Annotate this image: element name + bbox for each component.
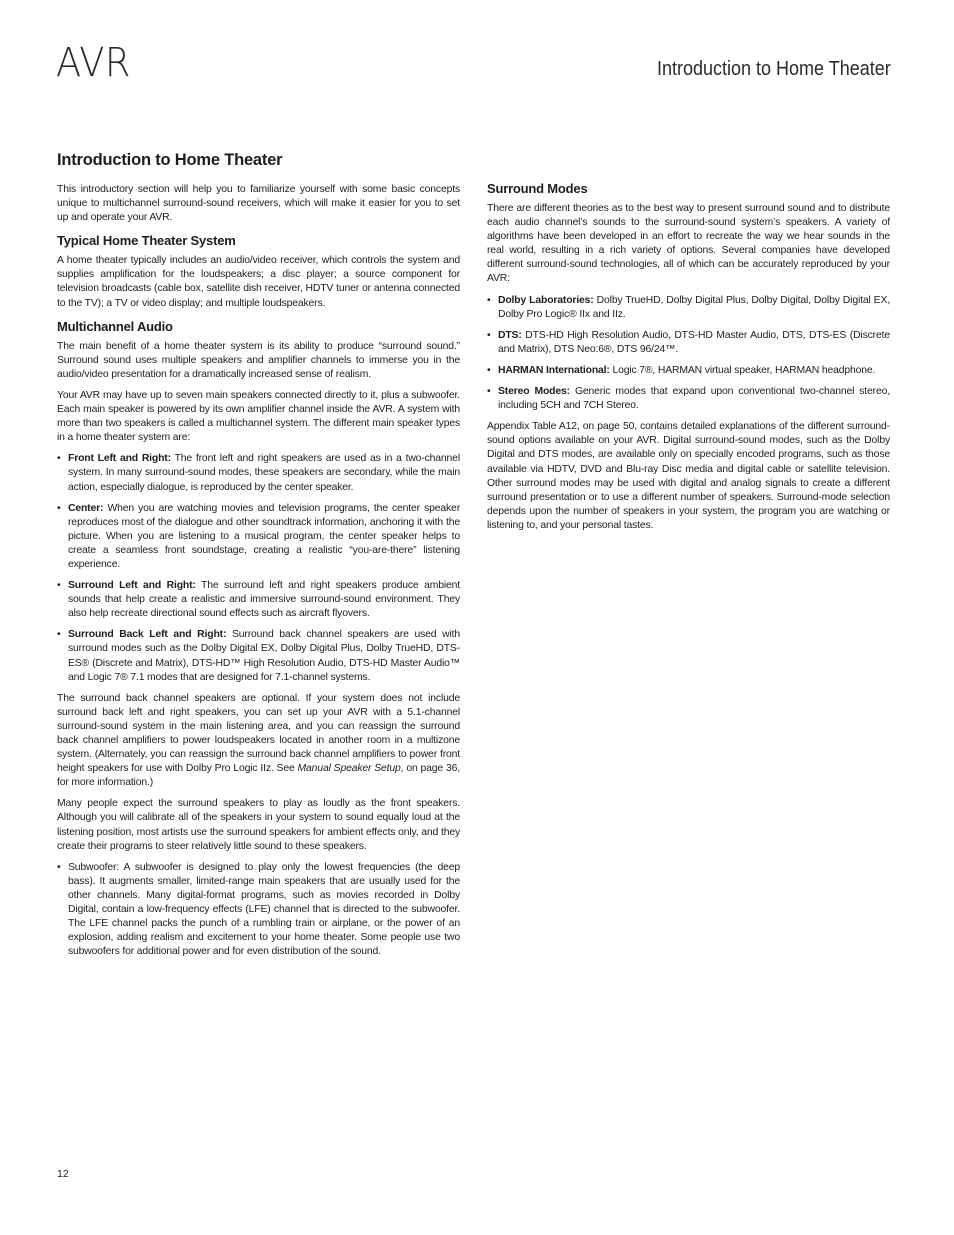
list-item-term: Dolby Laboratories: xyxy=(498,294,594,306)
list-item-text: Logic 7®, HARMAN virtual speaker, HARMAN headphone. xyxy=(609,364,876,376)
page-number: 12 xyxy=(57,1168,69,1180)
surround-back-text-end: , on page 36, for more information.) xyxy=(57,763,460,789)
list-item-text: Surround back channel speakers are used with surround modes such as the Dolby Digital EX, Dolby Digital Plus, Dolby TrueHD, DTS-ES® (Discrete and Matrix), DTS-HD™ High Resolution Audio, DTS-HD Master Audio™ and Logic 7® 7.1 modes that are designed for 7.1-channel systems. xyxy=(68,629,460,683)
list-item: • Subwoofer: A subwoofer is designed to play only the lowest frequencies (the deep bass). It augments smaller, limited-range main speakers that are usually used for the other channels. Many digital-format programs, such as movies recorded in Dolby Digital, contain a low-frequency effects (LFE) channel that is directed to the subwoofer. The LFE channel packs the punch of a rumbling train or airplane, or the power of an explosion, adding realism and excitement to your home theater. Some people use two subwoofers for additional power and for even distribution of the sound. xyxy=(57,861,460,960)
list-item-text: Generic modes that expand upon conventional two-channel stereo, including 5CH and 7CH Stereo. xyxy=(498,386,890,412)
heading-multichannel-audio: Multichannel Audio xyxy=(57,318,173,334)
list-item xyxy=(57,452,460,494)
subwoofer-list xyxy=(57,861,460,960)
list-item-text: DTS-HD High Resolution Audio, DTS-HD Master Audio, DTS, DTS-ES (Discrete and Matrix), DTS Neo:6®, DTS 96/24™. xyxy=(498,329,890,355)
speaker-types-list xyxy=(57,452,460,684)
avr-logo: AVR xyxy=(56,40,131,86)
list-item-term: Surround Back Left and Right: xyxy=(68,629,227,641)
list-item xyxy=(487,385,890,413)
list-item-term: Front Left and Right: xyxy=(68,453,171,465)
surround-back-paragraph xyxy=(57,692,460,791)
multichannel-paragraph-2: Your AVR may have up to seven main speakers connected directly to it, plus a subwoofer. Each main speaker is powered by its own amplifier channel inside the AVR. A system with more than two speakers is called a multichannel system. The different main speaker types in a home theater system are: xyxy=(57,389,460,444)
list-item-term: Center: xyxy=(68,502,104,514)
list-item xyxy=(57,579,460,621)
surround-expectation-paragraph: Many people expect the surround speakers to play as loudly as the front speakers. Although you will calibrate all of the speakers in your system to sound equally loud at the listening position, most artists use the surround speakers for ambient effects only, and they create their programs to steer relatively little sound to these speakers. xyxy=(57,798,460,852)
list-item-term: HARMAN International: xyxy=(498,364,610,376)
heading-surround-modes: Surround Modes xyxy=(487,181,588,196)
list-item xyxy=(487,294,890,322)
multichannel-paragraph-1: The main benefit of a home theater system is its ability to produce “surround sound.” Surround sound uses multiple speakers and amplifier channels to immerse you in the audio/video presentation for a dramatically increased sense of realism. xyxy=(57,340,460,380)
list-item-term: Surround Left and Right: xyxy=(68,580,196,592)
intro-paragraph: This introductory section will help you to familiarize yourself with some basic concepts unique to multichannel surround-sound receivers, which will make it easier for you to set up and operate your AVR. xyxy=(57,184,460,224)
heading-typical-system: Typical Home Theater System xyxy=(57,233,236,249)
appendix-paragraph: Appendix Table A12, on page 50, contains detailed explanations of the different surround-sound options available on your AVR. Digital surround-sound modes, such as the Dolby Digital and DTS modes, are available only on specially encoded programs, such as those available via HDTV, DVD and Blu-ray Disc media and digital cable or satellite television. Other surround modes may be used with digital and analog signals to create a different surround presentation or to use a different number of speakers. Surround-mode selection depends upon the number of speakers in your system, the program you are watching or listening to, and your personal tastes. xyxy=(487,421,890,531)
surround-modes-paragraph: There are different theories as to the best way to present surround sound and to distribute each audio channel’s sounds to the surround-sound system’s speakers. A variety of algorithms have been developed in an effort to recreate the way we hear sounds in the real world, resulting in a rich variety of options. Several companies have developed different surround-sound technologies, all of which can be accurately reproduced by your AVR: xyxy=(487,203,890,285)
surround-back-text: The surround back channel speakers are optional. If your system does not include surround back left and right speakers, you can set up your AVR with a 5.1-channel surround-sound system in the main listening area, and you can reassign the surround back channel amplifiers to power loudspeakers located in another room in a multizone system. (Alternately, you can reassign the surround back channel amplifiers to power front height speakers for use with Dolby Pro Logic IIz. See xyxy=(57,692,460,775)
page-title: Introduction to Home Theater xyxy=(57,151,283,169)
surround-technologies-list xyxy=(487,294,890,414)
list-item xyxy=(57,628,460,684)
running-header-title: Introduction to Home Theater xyxy=(657,58,891,80)
list-item xyxy=(57,502,460,572)
list-item xyxy=(487,329,890,357)
typical-system-paragraph: A home theater typically includes an audio/video receiver, which controls the system and supplies amplification for the loudspeakers; a disc player; a source component for television broadcasts (cable box, satellite dish receiver, HDTV tuner or antenna connected to the TV); a TV or video display; and multiple loudspeakers. xyxy=(57,255,460,309)
list-item-text: The front left and right speakers are used as in a two-channel system. In many surround-sound modes, these speakers are secondary, while the main action, especially dialogue, is reproduced by the center speaker. xyxy=(68,453,460,493)
list-item-term: DTS: xyxy=(498,329,522,341)
manual-speaker-setup-reference: Manual Speaker Setup xyxy=(297,763,401,775)
list-item-text: When you are watching movies and television programs, the center speaker reproduces most of the dialogue and other soundtrack information, anchoring it with the picture. When you are listening to a musical program, the center speaker helps to create a seamless front soundstage, creating a realistic “you-are-there” listening experience. xyxy=(68,502,460,570)
list-item-text: The surround left and right speakers produce ambient sounds that help create a realistic and immersive surround-sound environment. They also help recreate directional sound effects such as aircraft flyovers. xyxy=(68,580,460,620)
right-column xyxy=(487,180,890,540)
list-item-term: Stereo Modes: xyxy=(498,386,570,398)
list-item xyxy=(487,364,890,378)
left-column xyxy=(57,150,460,966)
list-item-text: Dolby TrueHD, Dolby Digital Plus, Dolby Digital, Dolby Digital EX, Dolby Pro Logic® IIx and IIz. xyxy=(498,294,890,320)
